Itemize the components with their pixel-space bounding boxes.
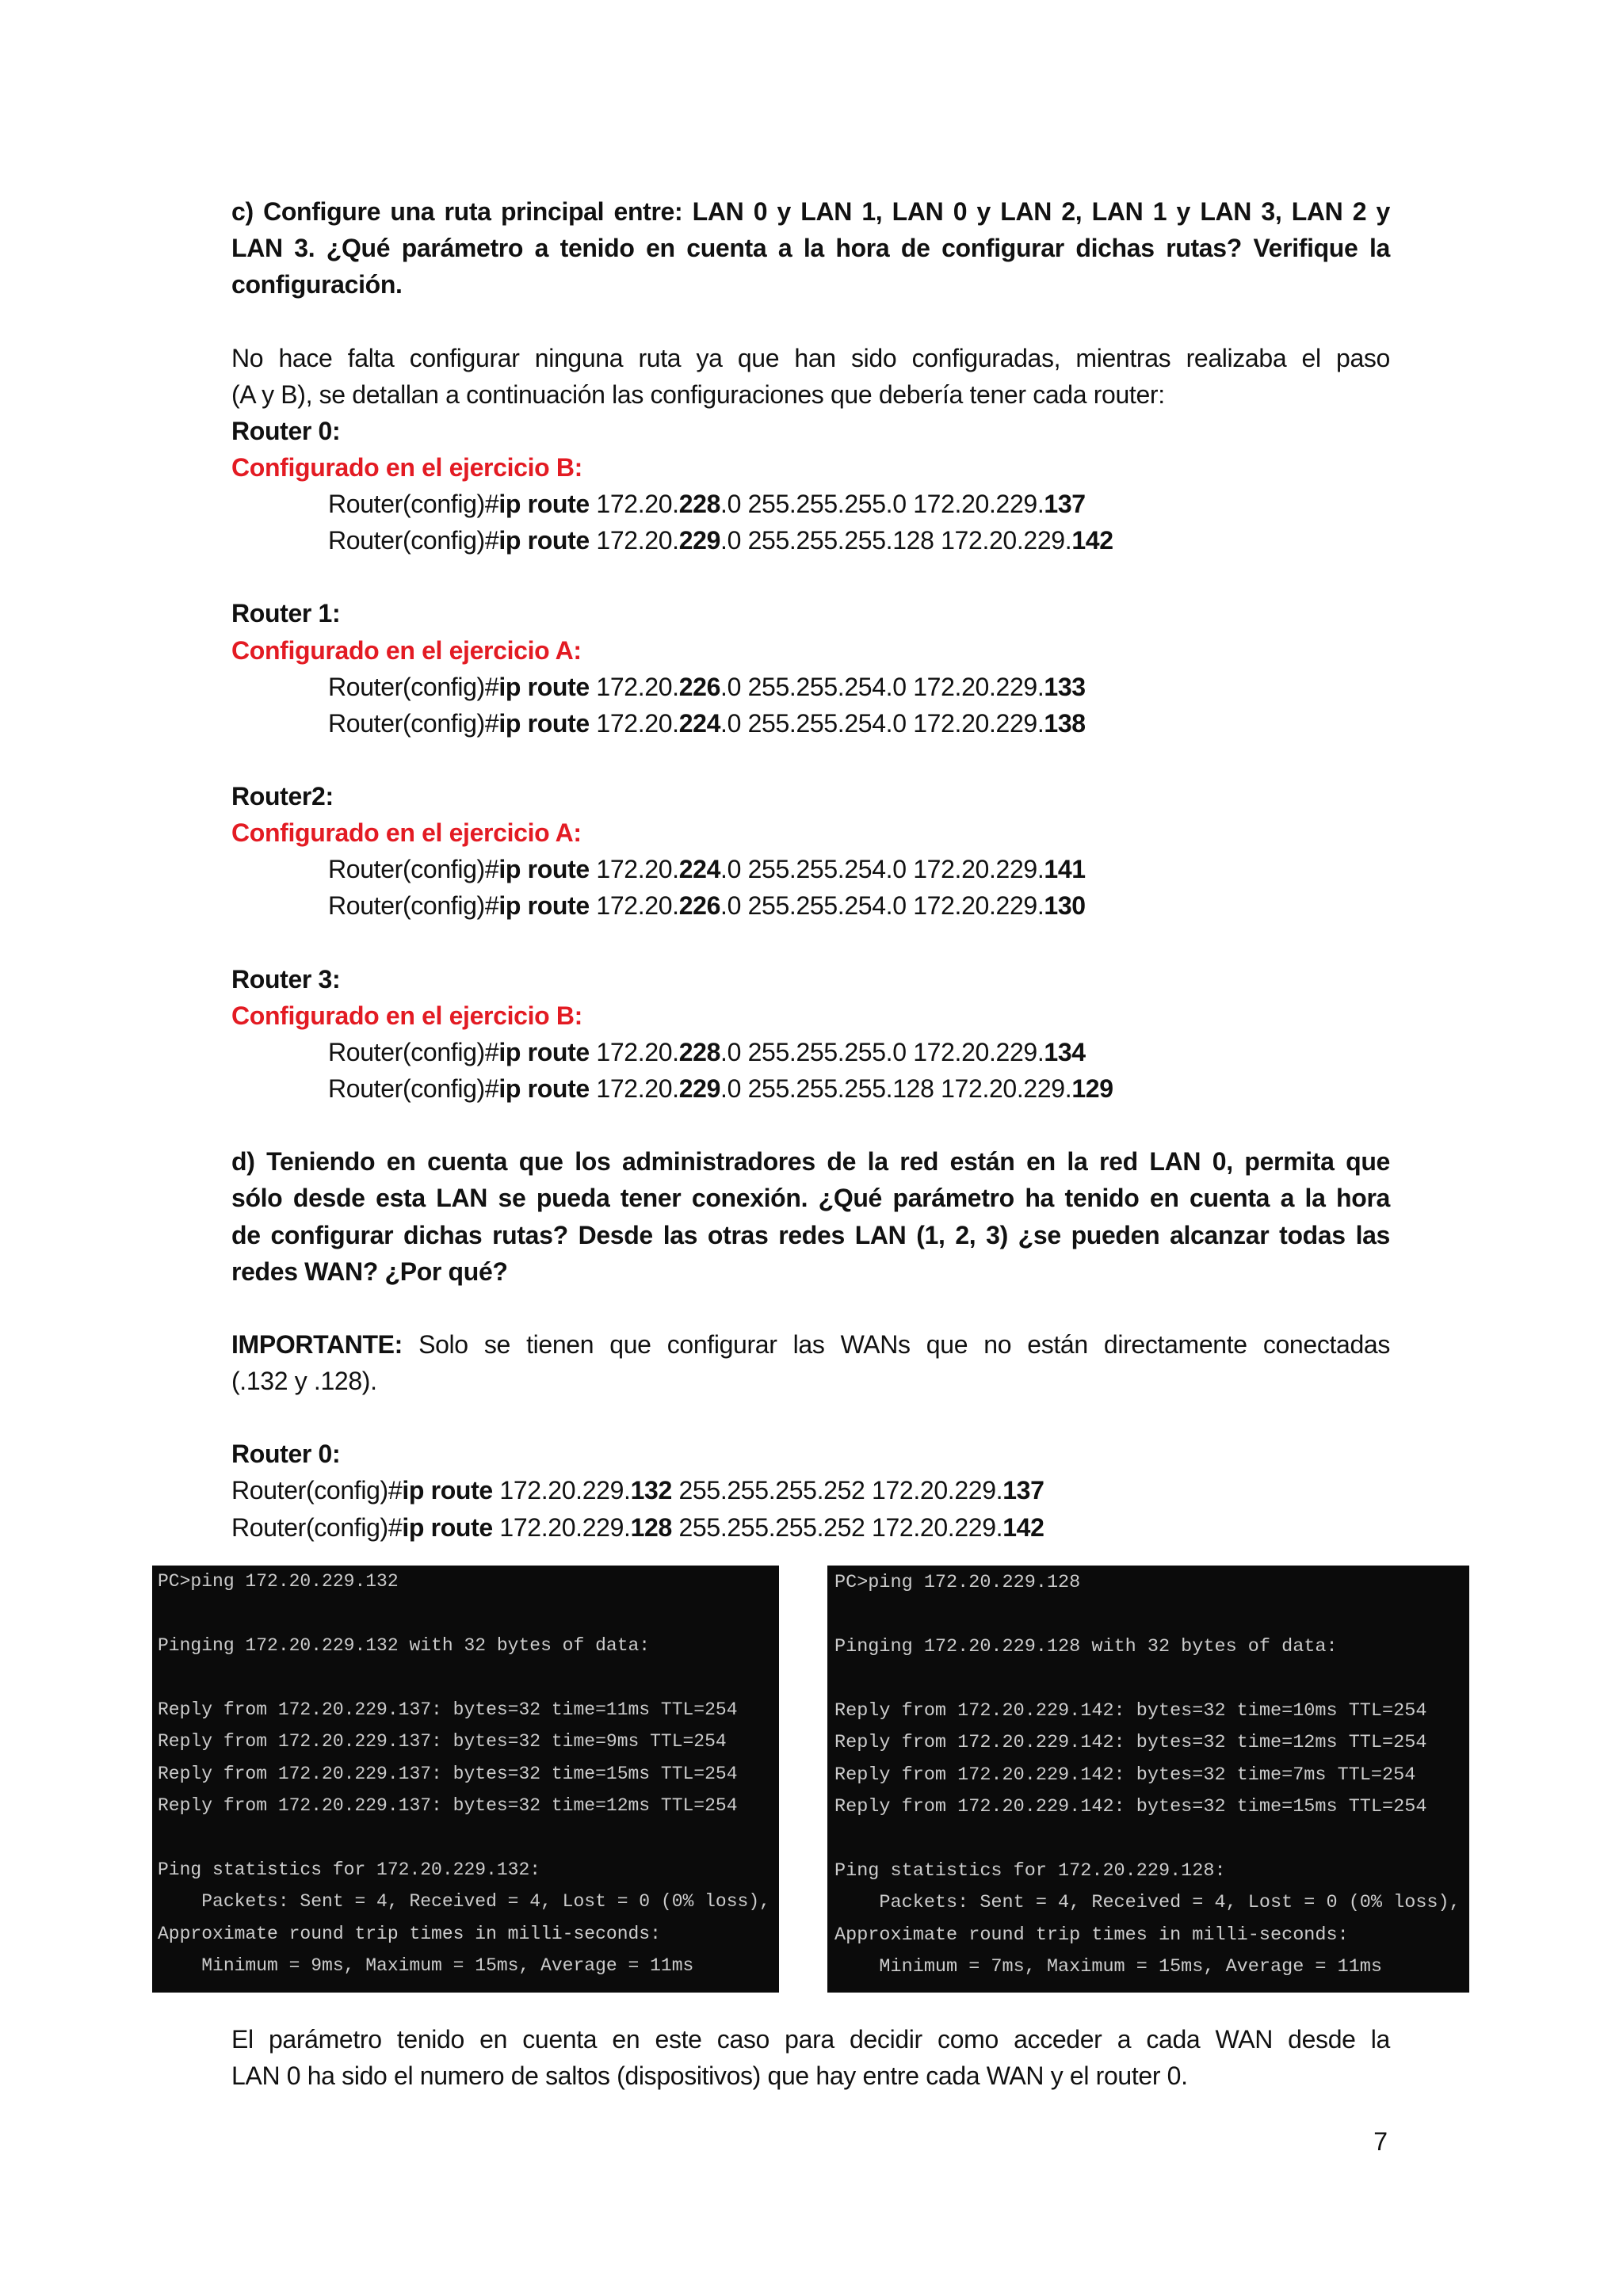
route-network-octet: 229 — [678, 526, 721, 555]
conclusion-paragraph — [231, 2021, 1390, 2094]
question-d-line: redes WAN? ¿Por qué? — [231, 1257, 508, 1286]
router-config-note: Configurado en el ejercicio A: — [231, 635, 582, 665]
question-d-line: sólo desde esta LAN se pueda tener conexión. ¿Qué parámetro ha tenido en cuenta a la hora — [231, 1184, 1390, 1213]
question-d-line: de configurar dichas rutas? Desde las otras redes LAN (1, 2, 3) ¿se pueden alcanzar todas las — [231, 1220, 1390, 1249]
route-command: ip route — [498, 891, 590, 921]
route-prompt: Router(config)# — [328, 708, 499, 738]
page-number: 7 — [1373, 2127, 1388, 2156]
route-prompt: Router(config)# — [328, 490, 499, 518]
route-prompt: Router(config)# — [328, 1074, 499, 1103]
ping-terminal-screenshot — [827, 1566, 1469, 1993]
terminal-line: Reply from 172.20.229.142: bytes=32 time=7ms TTL=254 — [834, 1764, 1416, 1786]
terminal-line: Reply from 172.20.229.142: bytes=32 time=15ms TTL=254 — [834, 1796, 1427, 1818]
paragraph-spacer — [231, 1107, 1390, 1143]
terminal-line: Packets: Sent = 4, Received = 4, Lost = 0 (0% loss), — [158, 1891, 770, 1913]
question-c-line: configuración. — [231, 270, 403, 299]
route-prompt: Router(config)# — [231, 1476, 403, 1505]
terminal-line: PC>ping 172.20.229.128 — [834, 1572, 1081, 1593]
route-next-hop-octet: 137 — [1044, 490, 1086, 518]
route-mask-gateway: .0 255.255.254.0 172.20.229. — [720, 891, 1044, 921]
terminal-line: PC>ping 172.20.229.132 — [158, 1571, 399, 1592]
important-note-line — [231, 1326, 1390, 1363]
paragraph-spacer — [231, 742, 1390, 778]
route-command-line — [231, 669, 1390, 705]
route-command-line — [231, 887, 1390, 924]
route-network-prefix: 172.20.229. — [492, 1476, 631, 1505]
terminal-blank-line — [158, 1822, 779, 1854]
router-heading: Router 0: — [231, 1440, 341, 1469]
route-network-octet: 228 — [678, 1037, 721, 1066]
route-network-prefix: 172.20. — [589, 1037, 679, 1066]
route-mask-gateway: 255.255.255.252 172.20.229. — [671, 1512, 1003, 1542]
terminal-line: Reply from 172.20.229.137: bytes=32 time=15ms TTL=254 — [158, 1763, 738, 1784]
route-prompt: Router(config)# — [231, 1512, 403, 1542]
route-network-octet: 228 — [678, 490, 721, 518]
route-command: ip route — [498, 855, 590, 884]
terminal-blank-line — [158, 1661, 779, 1693]
route-next-hop-octet: 142 — [1002, 1512, 1044, 1542]
route-network-prefix: 172.20. — [589, 708, 679, 738]
paragraph-spacer — [231, 1290, 1390, 1326]
route-mask-gateway: .0 255.255.255.0 172.20.229. — [720, 1037, 1044, 1066]
route-command: ip route — [498, 672, 590, 701]
route-command-line — [231, 522, 1390, 559]
router-heading: Router 1: — [231, 599, 341, 628]
answer-c-line: (A y B), se detallan a continuación las configuraciones que debería tener cada router: — [231, 379, 1165, 409]
route-network-octet: 226 — [678, 891, 721, 921]
router-heading: Router 3: — [231, 964, 341, 994]
route-command: ip route — [498, 490, 590, 518]
ping-terminal-screenshot — [152, 1566, 779, 1993]
route-prompt: Router(config)# — [328, 526, 499, 555]
terminal-line: Reply from 172.20.229.142: bytes=32 time=12ms TTL=254 — [834, 1732, 1427, 1754]
paragraph-spacer — [231, 559, 1390, 595]
route-next-hop-octet: 137 — [1002, 1476, 1044, 1505]
route-prompt: Router(config)# — [328, 1037, 499, 1066]
route-network-octet: 224 — [678, 855, 721, 884]
document-body — [231, 193, 1390, 1546]
paragraph-spacer — [231, 925, 1390, 961]
route-command-line — [231, 1034, 1390, 1070]
route-network-prefix: 172.20. — [589, 490, 679, 518]
route-command: ip route — [498, 1074, 590, 1103]
router-heading: Router 0: — [231, 416, 341, 445]
route-command-line — [231, 486, 1390, 522]
terminal-line: Reply from 172.20.229.142: bytes=32 time=10ms TTL=254 — [834, 1699, 1427, 1722]
route-network-prefix: 172.20. — [589, 1074, 679, 1103]
router-config-note: Configurado en el ejercicio A: — [231, 818, 582, 848]
terminal-blank-line — [834, 1599, 1469, 1630]
question-d-line: d) Teniendo en cuenta que los administradores de la red están en la red LAN 0, permita que — [231, 1147, 1390, 1177]
route-command-line — [231, 851, 1390, 887]
route-mask-gateway: .0 255.255.254.0 172.20.229. — [720, 672, 1044, 701]
answer-c-line: No hace falta configurar ninguna ruta ya que han sido configuradas, mientras realizaba el paso — [231, 343, 1390, 372]
terminal-blank-line — [834, 1663, 1469, 1695]
question-c-line: LAN 3. ¿Qué parámetro a tenido en cuenta a la hora de configurar dichas rutas? Verifique la — [231, 234, 1390, 263]
route-network-prefix: 172.20. — [589, 672, 679, 701]
route-mask-gateway: .0 255.255.255.128 172.20.229. — [720, 1074, 1072, 1103]
route-network-octet: 229 — [678, 1074, 721, 1103]
terminal-line: Packets: Sent = 4, Received = 4, Lost = 0 (0% loss), — [834, 1892, 1461, 1914]
question-c-line: c) Configure una ruta principal entre: LAN 0 y LAN 1, LAN 0 y LAN 2, LAN 1 y LAN 3, LAN 2 y — [231, 197, 1390, 226]
route-command: ip route — [498, 708, 590, 738]
route-next-hop-octet: 134 — [1044, 1037, 1086, 1066]
route-next-hop-octet: 129 — [1071, 1074, 1113, 1103]
terminal-line: Ping statistics for 172.20.229.128: — [834, 1859, 1226, 1882]
terminal-line: Minimum = 9ms, Maximum = 15ms, Average = 11ms — [158, 1955, 694, 1977]
terminal-line: Reply from 172.20.229.137: bytes=32 time=12ms TTL=254 — [158, 1795, 738, 1817]
terminal-line: Pinging 172.20.229.128 with 32 bytes of data: — [834, 1635, 1338, 1657]
route-command: ip route — [402, 1476, 493, 1505]
terminal-line: Minimum = 7ms, Maximum = 15ms, Average = 11ms — [834, 1956, 1383, 1978]
route-mask-gateway: .0 255.255.255.0 172.20.229. — [720, 490, 1044, 518]
important-label: IMPORTANTE: — [231, 1329, 403, 1359]
conclusion-line: El parámetro tenido en cuenta en este caso para decidir como acceder a cada WAN desde la — [231, 2025, 1390, 2054]
important-text: Solo se tienen que configurar las WANs que no están directamente conectadas — [402, 1329, 1390, 1359]
route-network-prefix: 172.20. — [589, 891, 679, 921]
route-network-octet: 128 — [630, 1512, 672, 1542]
terminal-line: Reply from 172.20.229.137: bytes=32 time=11ms TTL=254 — [158, 1699, 738, 1720]
route-network-octet: 226 — [678, 672, 721, 701]
route-command: ip route — [498, 526, 590, 555]
route-mask-gateway: .0 255.255.254.0 172.20.229. — [720, 708, 1044, 738]
route-mask-gateway: .0 255.255.254.0 172.20.229. — [720, 855, 1044, 884]
route-next-hop-octet: 138 — [1044, 708, 1086, 738]
route-network-octet: 224 — [678, 708, 721, 738]
route-command-line — [231, 1070, 1390, 1107]
terminal-line: Approximate round trip times in milli-seconds: — [158, 1923, 661, 1944]
paragraph-spacer — [231, 303, 1390, 339]
route-command: ip route — [402, 1512, 493, 1542]
terminal-line: Approximate round trip times in milli-seconds: — [834, 1924, 1349, 1946]
route-command-line — [231, 1509, 1390, 1546]
route-network-prefix: 172.20. — [589, 855, 679, 884]
route-next-hop-octet: 142 — [1071, 526, 1113, 555]
terminal-blank-line — [834, 1824, 1469, 1855]
route-mask-gateway: .0 255.255.255.128 172.20.229. — [720, 526, 1072, 555]
route-command-line — [231, 1472, 1390, 1508]
terminal-line: Reply from 172.20.229.137: bytes=32 time=9ms TTL=254 — [158, 1731, 727, 1753]
router-heading: Router2: — [231, 782, 334, 810]
route-command-line — [231, 705, 1390, 742]
conclusion-line: LAN 0 ha sido el numero de saltos (dispositivos) que hay entre cada WAN y el router 0. — [231, 2061, 1188, 2091]
route-prompt: Router(config)# — [328, 855, 499, 884]
terminal-line: Pinging 172.20.229.132 with 32 bytes of data: — [158, 1634, 651, 1656]
router-config-note: Configurado en el ejercicio B: — [231, 1001, 582, 1030]
route-mask-gateway: 255.255.255.252 172.20.229. — [671, 1476, 1003, 1505]
terminal-line: Ping statistics for 172.20.229.132: — [158, 1859, 541, 1880]
route-network-prefix: 172.20. — [589, 526, 679, 555]
route-network-prefix: 172.20.229. — [492, 1512, 631, 1542]
route-next-hop-octet: 130 — [1044, 891, 1086, 921]
important-note-line: (.132 y .128). — [231, 1367, 377, 1395]
router-config-note: Configurado en el ejercicio B: — [231, 452, 582, 482]
paragraph-spacer — [231, 1399, 1390, 1436]
route-command: ip route — [498, 1037, 590, 1066]
route-network-octet: 132 — [630, 1476, 672, 1505]
route-prompt: Router(config)# — [328, 891, 499, 921]
route-next-hop-octet: 133 — [1044, 672, 1086, 701]
route-next-hop-octet: 141 — [1044, 855, 1086, 884]
route-prompt: Router(config)# — [328, 672, 499, 701]
terminal-blank-line — [158, 1597, 779, 1629]
